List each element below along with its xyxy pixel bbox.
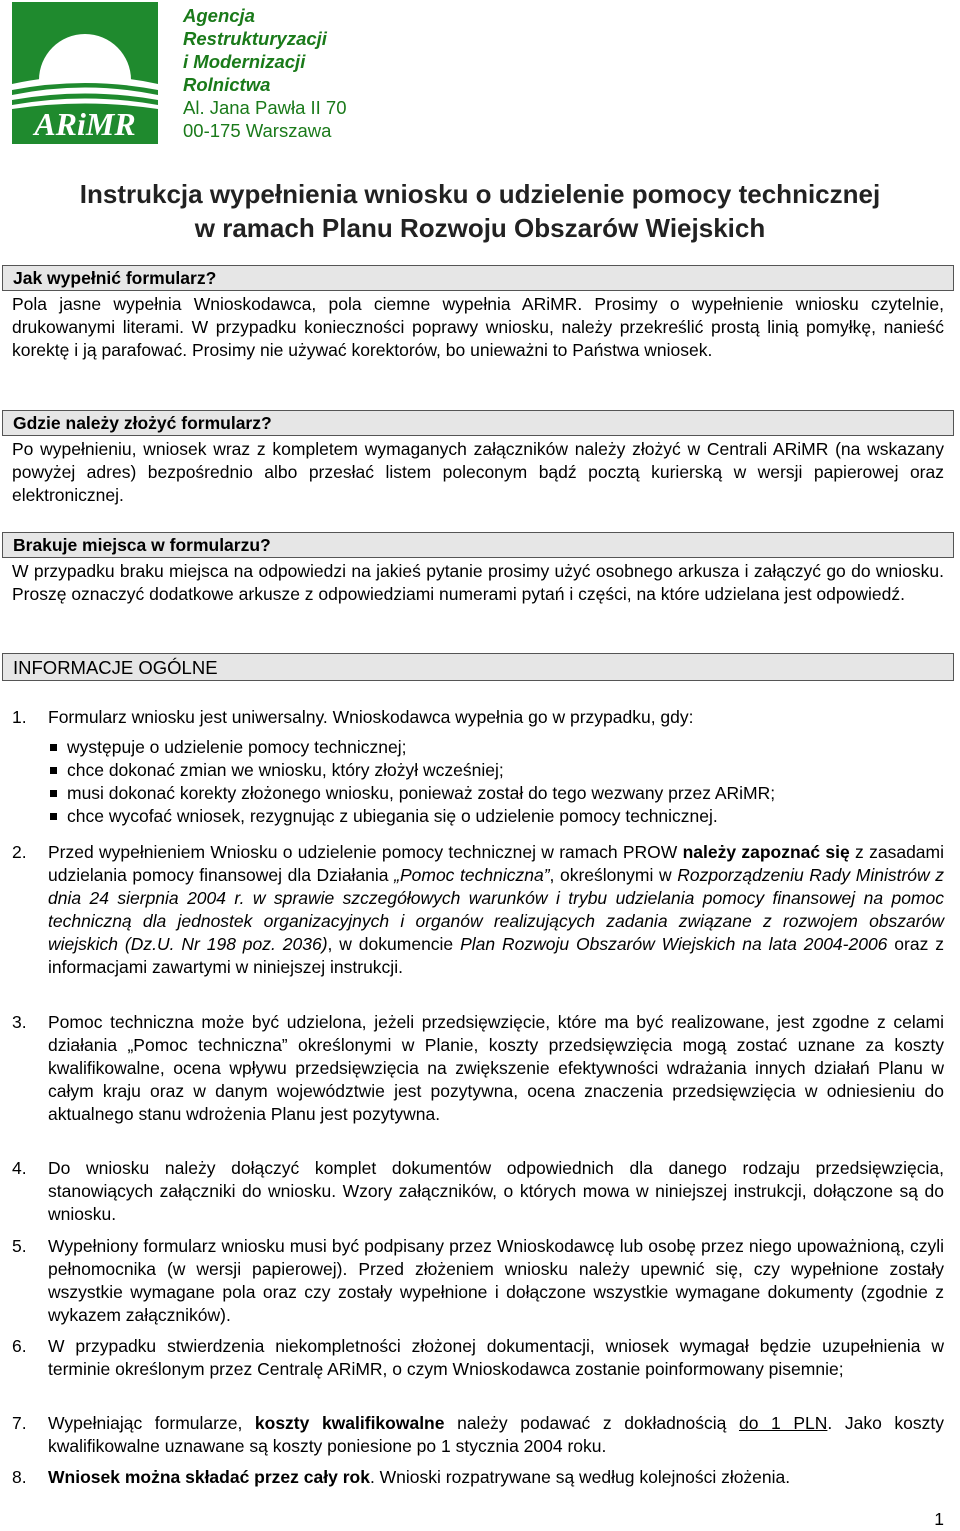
document-title: [0, 177, 960, 245]
item-text-8: Wniosek można składać przez cały rok. Wnioski rozpatrywane są według kolejności złożenia.: [48, 1467, 791, 1487]
address-line: Al. Jana Pawła II 70: [183, 97, 347, 118]
agency-address: [183, 4, 347, 142]
agency-line: Restrukturyzacji: [183, 28, 327, 49]
section-text-where: Po wypełnieniu, wniosek wraz z kompletem wymaganych załączników należy złożyć w Centrali ARiMR (na wskazany powyżej adres) bezpośrednio albo przesłać listem poleconym bądź pocztą kurierską w wersji papierowej oraz elektronicznej.: [12, 439, 944, 505]
arimr-logo: [12, 2, 158, 144]
bullet-item: [48, 782, 775, 805]
agency-line: Agencja: [183, 5, 255, 26]
item-text-5: Wypełniony formularz wniosku musi być podpisany przez Wnioskodawcę lub osobę przez niego upoważnioną, czyli pełnomocnika (w wersji papierowej). Przed złożeniem wniosku należy upewnić się, czy wypełnione zostały wszystkie wymagane pola oraz czy zostały wypełnione i dołączone wszystkie wymagane dokumenty (zgodnie z wykazem załączników).: [48, 1236, 944, 1325]
bullet-item: [48, 759, 504, 782]
logo-text: ARiMR: [34, 106, 136, 142]
item-text-2: Przed wypełnieniem Wniosku o udzielenie pomocy technicznej w ramach PROW należy zapoznać się z zasadami udzielania pomocy finansowej dla Działania „Pomoc techniczna”, określonymi w Rozporządzeniu Rady Ministrów z dnia 24 sierpnia 2004 r. w sprawie szczegółowych warunków i trybu udzielania pomocy finansowej na pomoc techniczną dla jednostek organizacyjnych i organów realizujących zadania związane z rozwojem obszarów wiejskich (Dz.U. Nr 198 poz. 2036), w dokumencie Plan Rozwoju Obszarów Wiejskich na lata 2004-2006 oraz z informacjami zawartymi w niniejszej instrukcji.: [48, 842, 944, 977]
bullet-text: chce dokonać zmian we wniosku, który złożył wcześniej;: [67, 760, 504, 780]
title-line-1: Instrukcja wypełnienia wniosku o udzielenie pomocy technicznej: [79, 179, 881, 209]
item-text-3: Pomoc techniczna może być udzielona, jeżeli przedsięwzięcie, które ma być realizowane, jest zgodne z celami działania „Pomoc techniczna” określonymi w Planie, koszty przedsięwzięcia mogą zostać uznane za koszty kwalifikowalne, ocena wpływu przedsięwzięcia na zwiększenie efektywności wdrażania innych działań Planu w całym kraju oraz w danym województwie jest pozytywna, ocena znaczenia przedsięwzięcia w odniesieniu do aktualnego stanu wdrożenia Planu jest pozytywna.: [48, 1012, 944, 1124]
item-text-6: W przypadku stwierdzenia niekompletności złożonej dokumentacji, wniosek wymagał będzie uzupełnienia w terminie określonym przez Centralę ARiMR, o czym Wnioskodawca zostanie poinformowany pisemnie;: [48, 1336, 944, 1379]
bullet-text: występuje o udzielenie pomocy technicznej;: [67, 737, 407, 757]
title-line-2: w ramach Planu Rozwoju Obszarów Wiejskich: [194, 213, 766, 243]
section-text-how: Pola jasne wypełnia Wnioskodawca, pola ciemne wypełnia ARiMR. Prosimy o wypełnienie wniosku czytelnie, drukowanymi literami. W przypadku konieczności poprawy wniosku, należy przekreślić prostą linią pomyłkę, nanieść korektę i ją parafować. Prosimy nie używać korektorów, bo unieważni to Państwa wniosek.: [12, 294, 944, 360]
bullet-text: musi dokonać korekty złożonego wniosku, ponieważ został do tego wezwany przez ARiMR;: [67, 783, 776, 803]
item-text-1: Formularz wniosku jest uniwersalny. Wnioskodawca wypełnia go w przypadku, gdy:: [48, 707, 694, 727]
item-number: 5.: [12, 1236, 27, 1256]
bullet-text: chce wycofać wniosek, rezygnując z ubiegania się o udzielenie pomocy technicznej.: [67, 806, 718, 826]
page-number: 1: [934, 1509, 944, 1529]
section-heading-space: Brakuje miejsca w formularzu?: [2, 532, 954, 558]
item-text-7: Wypełniając formularze, koszty kwalifikowalne należy podawać z dokładnością do 1 PLN. Jako koszty kwalifikowalne uznawane są koszty poniesione po 1 stycznia 2004 roku.: [48, 1413, 945, 1456]
address-line: 00-175 Warszawa: [183, 120, 332, 141]
agency-line: i Modernizacji: [183, 51, 306, 72]
bullet-item: [48, 805, 718, 828]
agency-line: Rolnictwa: [183, 74, 271, 95]
section-heading-general: INFORMACJE OGÓLNE: [2, 653, 954, 681]
bullet-item: [48, 736, 407, 759]
section-text-space: W przypadku braku miejsca na odpowiedzi na jakieś pytanie prosimy użyć osobnego arkusza i załączyć go do wniosku. Proszę oznaczyć dodatkowe arkusze z odpowiedziami numerami pytań i części, na które udzielana jest odpowiedź.: [12, 561, 944, 604]
section-heading-where: Gdzie należy złożyć formularz?: [2, 410, 954, 436]
item-number: 8.: [12, 1467, 27, 1487]
item-text-4: Do wniosku należy dołączyć komplet dokumentów odpowiednich dla danego rodzaju przedsięwzięcia, stanowiących załączniki do wniosku. Wzory załączników, o których mowa w niniejszej instrukcji, dołączone są do wniosku.: [48, 1158, 944, 1224]
item-number: 7.: [12, 1413, 27, 1433]
section-heading-how: Jak wypełnić formularz?: [2, 265, 954, 291]
item-number: 6.: [12, 1336, 27, 1356]
item-number: 4.: [12, 1158, 27, 1178]
item-number: 2.: [12, 842, 27, 862]
item-number: 3.: [12, 1012, 27, 1032]
item-number: 1.: [12, 707, 27, 727]
